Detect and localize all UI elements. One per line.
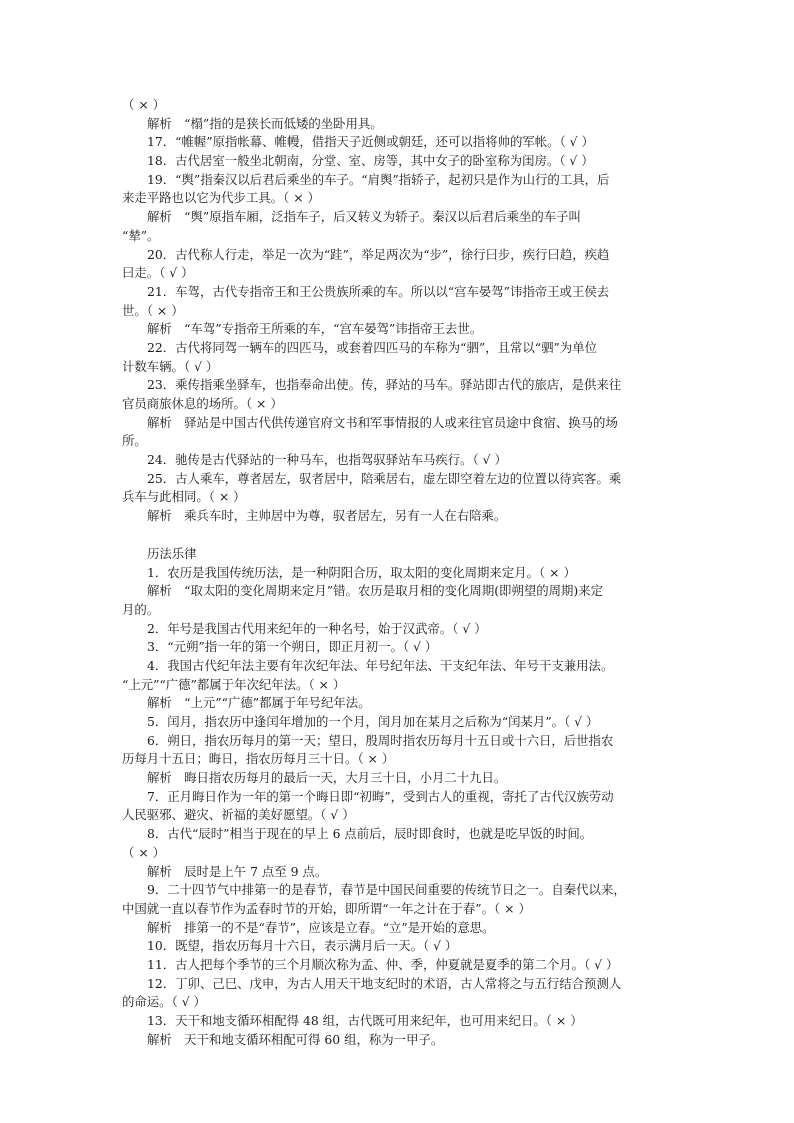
document-page xyxy=(122,96,674,1049)
text-line: 17．“帷幄”原指帐幕、帷幔，借指天子近侧或朝廷，还可以指将帅的军帐。（ √ ） xyxy=(147,134,594,150)
text-line: 18．古代居室一般坐北朝南，分堂、室、房等，其中女子的卧室称为闺房。（ √ ） xyxy=(147,153,594,169)
section-gap xyxy=(122,526,674,545)
text-line: 24．驰传是古代驿站的一种马车，也指驾驭驿站车马疾行。（ √ ） xyxy=(147,452,507,468)
text-line: 25．古人乘车，尊者居左，驭者居中，陪乘居右，虚左即空着左边的位置以待宾客。乘 xyxy=(147,470,622,486)
text-line: 20．古代称人行走，举足一次为“跬”，举足两次为“步”，徐行曰步，疾行曰趋，疾趋 xyxy=(147,246,610,262)
text-line: 解析 “舆”原指车厢，泛指车子，后又转义为轿子。秦汉以后君后乘坐的车子叫 xyxy=(147,209,581,225)
text-line: 2．年号是我国古代用来纪年的一种名号，始于汉武帝。（ √ ） xyxy=(147,620,487,636)
text-line: 解析 驿站是中国古代供传递官府文书和军事情报的人或来往官员途中食宿、换马的场 xyxy=(147,414,618,430)
text-line: 计数车辆。（ √ ） xyxy=(122,358,219,374)
text-line: 解析 “取太阳的变化周期来定月”错。农历是取月相的变化周期(即朔望的周期)来定 xyxy=(147,583,604,599)
text-line: 兵车与此相同。（ × ） xyxy=(122,489,246,505)
text-line: 7．正月晦日作为一年的第一个晦日即“初晦”，受到古人的重视，寄托了古代汉族劳动 xyxy=(147,788,614,804)
text-line: 22．古代将同驾一辆车的四匹马，或套着四匹马的车称为“驷”，且常以“驷”为单位 xyxy=(147,339,597,355)
text-line: 23．乘传指乘坐驿车，也指奉命出使。传，驿站的马车。驿站即古代的旅店，是供来往 xyxy=(147,377,622,393)
text-line: 解析 “上元”“广德”都属于年号纪年法。 xyxy=(147,695,371,711)
text-line: 11．古人把每个季节的三个月顺次称为孟、仲、季，仲夏就是夏季的第二个月。（ √ ） xyxy=(147,956,619,972)
text-line: 世。（ × ） xyxy=(122,302,184,318)
text-line: 12．丁卯、己巳、戊申，为古人用天干地支纪时的术语，古人常将之与五行结合预测人 xyxy=(147,975,622,991)
text-line: 解析 乘兵车时，主帅居中为尊，驭者居左，另有一人在右陪乘。 xyxy=(147,508,507,524)
text-line: 13．天干和地支循环相配得 48 组，古代既可用来纪年，也可用来纪日。（ × ） xyxy=(147,1013,583,1028)
text-line: 解析 “榻”指的是狭长而低矮的坐卧用具。 xyxy=(147,115,383,131)
text-line: 官员商旅休息的场所。（ × ） xyxy=(122,396,283,411)
text-line: 中国就一直以春节作为孟春时节的开始，即所谓“一年之计在于春”。（ × ） xyxy=(122,900,531,916)
text-line: 历法乐律 xyxy=(147,545,197,561)
text-line: 4．我国古代纪年法主要有年次纪年法、年号纪年法、干支纪年法、年号干支兼用法。 xyxy=(147,657,614,673)
text-line: 3．“元朔”指一年的第一个朔日，即正月初一。（ √ ） xyxy=(147,639,438,655)
text-line: 历每月十五日；晦日，指农历每月三十日。（ × ） xyxy=(122,751,395,767)
text-line: （ × ） xyxy=(122,97,166,112)
text-line: 月的。 xyxy=(122,601,160,617)
text-line: 21．车驾，古代专指帝王和王公贵族所乘的车。所以以“宫车晏驾”讳指帝王或王侯去 xyxy=(147,283,610,299)
text-line: 人民驱邪、避灾、祈福的美好愿望。（ √ ） xyxy=(122,807,355,823)
text-line: 所。 xyxy=(122,433,147,449)
text-line: 来走平路也以它为代步工具。（ × ） xyxy=(122,190,320,206)
text-line: 19．“舆”指秦汉以后君后乘坐的车子。“肩舆”指轿子，起初只是作为山行的工具，后 xyxy=(147,171,610,187)
text-line: 5．闰月，指农历中逢闰年增加的一个月，闰月加在某月之后称为“闰某月”。（ √ ） xyxy=(147,714,599,729)
text-line: （ × ） xyxy=(122,844,166,860)
text-line: 解析 辰时是上午 7 点至 9 点。 xyxy=(147,863,328,879)
text-line: 解析 “车驾”专指帝王所乘的车，“宫车晏驾”讳指帝王去世。 xyxy=(147,321,483,337)
text-line: “上元”“广德”都属于年次纪年法。（ × ） xyxy=(122,676,346,692)
text-line: 8．古代“辰时”相当于现在的早上 6 点前后，辰时即食时，也就是吃早饭的时间。 xyxy=(147,826,593,842)
text-line: 曰走。（ √ ） xyxy=(122,265,194,281)
text-line: 解析 排第一的不是“春节”，应该是立春。“立”是开始的意思。 xyxy=(147,919,495,935)
text-line: 10．既望，指农历每月十六日，表示满月后一天。（ √ ） xyxy=(147,938,458,954)
text-line: 6．朔日，指农历每月的第一天；望日，殷周时指农历每月十五日或十六日，后世指农 xyxy=(147,732,614,748)
text-line: 9．二十四节气中排第一的是春节，春节是中国民间重要的传统节日之一。自秦代以来， xyxy=(147,882,626,898)
text-line: 1．农历是我国传统历法，是一种阴阳合历，取太阳的变化周期来定月。（ × ） xyxy=(147,564,576,580)
text-line: 解析 天干和地支循环相配可得 60 组，称为一甲子。 xyxy=(147,1031,444,1047)
text-line: “辇”。 xyxy=(122,227,160,243)
text-line: 解析 晦日指农历每月的最后一天，大月三十日，小月二十九日。 xyxy=(147,770,507,786)
text-line: 的命运。（ √ ） xyxy=(122,994,206,1010)
